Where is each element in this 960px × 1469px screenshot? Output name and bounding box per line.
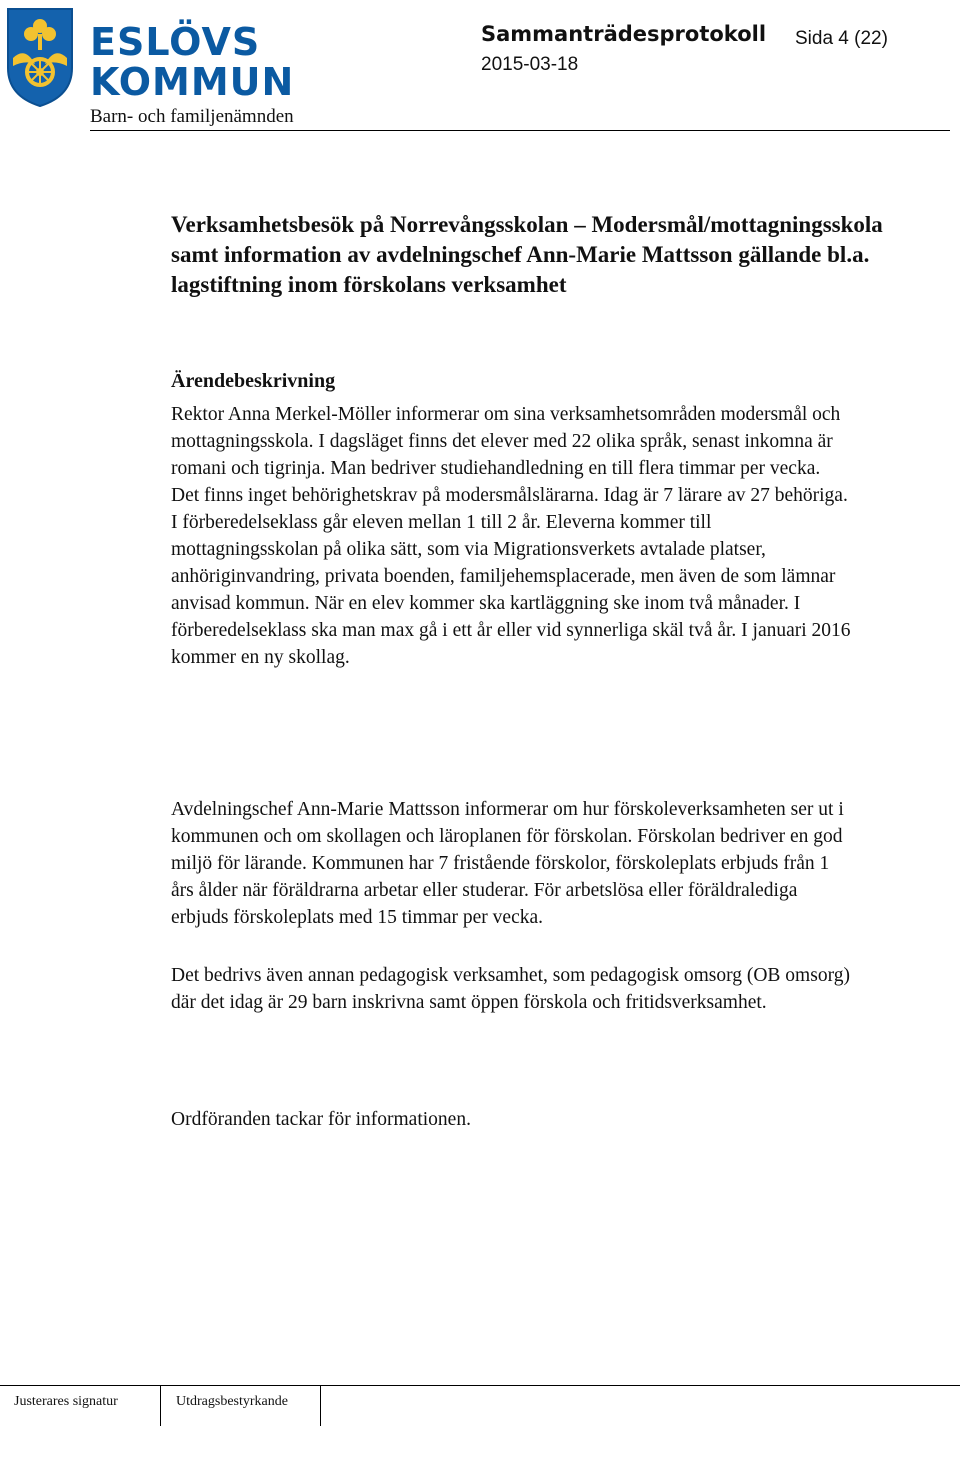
- brand-line-2: KOMMUN: [90, 60, 295, 104]
- agenda-item-heading: Verksamhetsbesök på Norrevångsskolan – Modersmål/mottagningsskola samt information av avdelningschef Ann-Marie Mattsson gällande bl.a. lagstiftning inom förskolans verksamhet: [171, 212, 883, 297]
- paragraph-principal-report: Rektor Anna Merkel-Möller informerar om sina verksamhetsområden modersmål och mottagningsskola. I dagsläget finns det elever med 22 olika språk, senast inkomna är romani och tigrinja. Man bedriver studiehandledning en till flera timmar per vecka. Det finns inget behörighetskrav på modersmålslärarna. Idag är 7 lärare av 27 behöriga. I förberedelseklass går eleven mellan 1 till 2 år. Eleverna kommer till mottagningsskolan på olika sätt, som via Migrationsverkets avtalade platser, anhöriginvandring, privata boenden, familjehemsplacerade, men även de som lämnar anvisad kommun. När en elev kommer ska kartläggning ske inom två månader. I förberedelseklass ska man max gå i ett år eller vid synnerliga skäl två år. I januari 2016 kommer en ny skollag.: [171, 404, 851, 668]
- protocol-title: Sammanträdesprotokoll: [481, 22, 767, 46]
- committee-name: Barn- och familjenämnden: [90, 106, 294, 127]
- municipal-coat-of-arms-logo: [5, 6, 75, 108]
- brand-line-1: ESLÖVS: [90, 20, 261, 64]
- header-divider: [90, 130, 950, 131]
- certified-label: Utdragsbestyrkande: [176, 1394, 288, 1409]
- municipality-wordmark: [90, 22, 294, 102]
- signature-label: Justerares signatur: [14, 1394, 118, 1409]
- meeting-date: 2015-03-18: [481, 54, 579, 75]
- case-description-heading: Ärendebeskrivning: [171, 370, 336, 392]
- paragraph-preschool-report: Avdelningschef Ann-Marie Mattsson informerar om hur förskoleverksamheten ser ut i kommunen och om skollagen och läroplanen för förskolan. Förskolan bedriver en god miljö för lärande. Kommunen har 7 fristående förskolor, förskoleplats erbjuds från 1 års ålder när föräldrarna arbetar eller studerar. För arbetslösa eller föräldralediga erbjuds förskoleplats med 15 timmar per vecka.: [171, 799, 844, 928]
- paragraph-other-activities: Det bedrivs även annan pedagogisk verksamhet, som pedagogisk omsorg (OB omsorg) där det idag är 29 barn inskrivna samt öppen förskola och fritidsverksamhet.: [171, 965, 850, 1013]
- paragraph-closing: Ordföranden tackar för informationen.: [171, 1109, 471, 1130]
- page-number: Sida 4 (22): [795, 28, 888, 49]
